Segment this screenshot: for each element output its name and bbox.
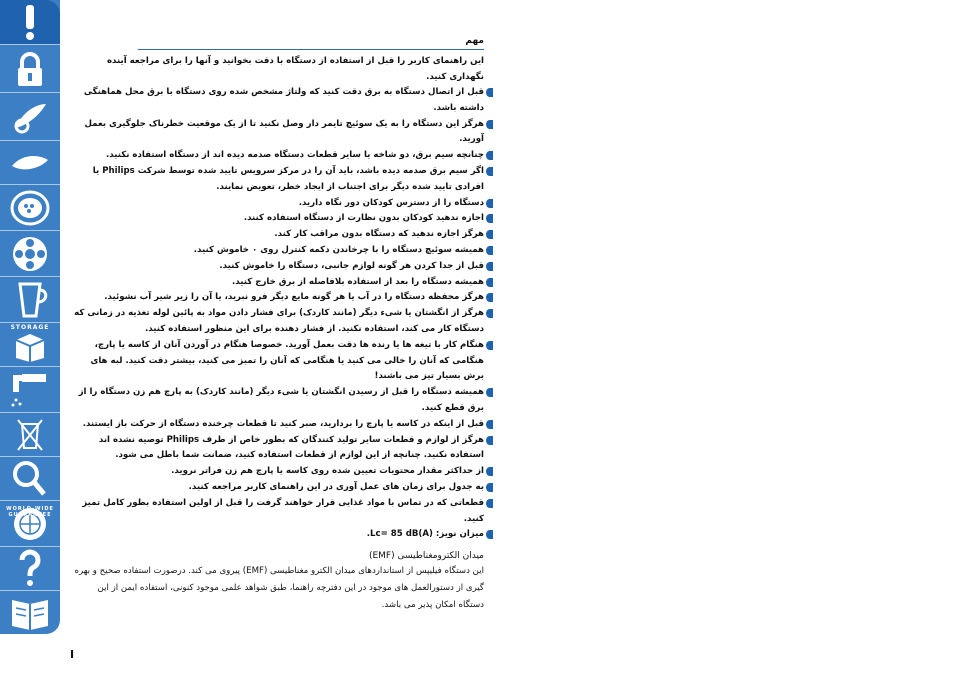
emf-title: میدان الکترومغناطیسی (EMF) <box>368 551 484 562</box>
bullet-item <box>74 227 484 243</box>
tab-recipes[interactable] <box>0 590 60 634</box>
safety-bullet-list <box>74 85 484 543</box>
tab-discs[interactable] <box>0 186 60 231</box>
flower-disc-icon <box>8 234 52 274</box>
bullet-marker-icon <box>486 483 493 492</box>
tap-icon <box>8 370 52 410</box>
bullet-marker-icon <box>486 293 493 302</box>
magnifier-icon <box>8 458 52 498</box>
page-number: I <box>70 648 75 661</box>
bullet-item <box>74 196 484 212</box>
content-area <box>74 36 484 614</box>
jug-icon <box>8 280 52 320</box>
guarantee-label: WORLD-WIDE GUARANTEE <box>6 506 54 518</box>
emf-paragraph: این دستگاه فیلیپس از استانداردهای میدان الکترو مغناطیسی (EMF) پیروی می کند. درصورت استفاده صحیح و بهره گیری از دستورالعمل های موجود در این دفترچه راهنما، طبق شواهد علمی موجود کنونی، استفاده ایمن از این دستگاه امکان پذیر می باشد. <box>74 566 484 611</box>
bullet-marker-icon <box>486 120 493 129</box>
bullet-item <box>74 117 484 149</box>
bullet-text: قبل از جدا کردن هر گونه لوازم جانبی، دستگاه را خاموش کنید. <box>219 260 484 271</box>
bullet-item <box>74 417 484 433</box>
bullet-item <box>74 464 484 480</box>
storage-label: STORAGE <box>10 324 50 331</box>
bullet-item <box>74 85 484 117</box>
tab-cleaning[interactable] <box>0 368 60 413</box>
tab-important[interactable] <box>0 0 60 45</box>
tab-safety[interactable] <box>0 48 60 93</box>
bullet-text: اجازه ندهید کودکان بدون نظارت از دستگاه استفاده کنند. <box>243 213 484 224</box>
bullet-item <box>74 148 484 164</box>
bullet-text: چنانچه سیم برق، دو شاخه یا سایر قطعات دستگاه صدمه دیده اند از دستگاه استفاده نکنید. <box>105 150 484 161</box>
bullet-marker-icon <box>486 436 493 445</box>
tab-blades[interactable] <box>0 96 60 141</box>
bullet-text: قبل از اینکه در کاسه یا پارچ را بردارید، صبر کنید تا قطعات چرخنده دستگاه از حرکت باز ایستند. <box>82 418 484 429</box>
tab-slicer[interactable] <box>0 140 60 185</box>
section-heading: مهم <box>138 36 484 50</box>
bullet-marker-icon <box>486 262 493 271</box>
bullet-item <box>74 306 484 338</box>
bullet-marker-icon <box>486 214 493 223</box>
bullet-marker-icon <box>486 88 493 97</box>
bullet-text: قبل از اتصال دستگاه به برق دقت کنید که ولتاژ مشخص شده روی دستگاه با برق محل هماهنگی داشته باشد. <box>83 87 484 113</box>
bullet-marker-icon <box>486 388 493 397</box>
bullet-item <box>74 275 484 291</box>
bullet-text: هنگام کار با تیغه ها یا رنده ها دقت بعمل آورید. خصوصا هنگام در آوردن آنان از کاسه یا پارچ، هنگامی که آنان را خالی می کنید یا هنگامی که آنان را تمیز می کنید، بیشتر دقت کنید. لبه های برش بسیار تیز می باشند! <box>90 339 484 382</box>
bullet-item <box>74 243 484 259</box>
disc-icon <box>8 188 52 228</box>
bullet-text: هرگز اجازه ندهید که دستگاه بدون مراقب کار کند. <box>274 229 484 240</box>
side-navigation-strip <box>0 0 60 634</box>
bullet-item <box>74 433 484 465</box>
bullet-text: از حداکثر مقدار محتویات تعیین شده روی کاسه یا پارچ هم زن فراتر نروید. <box>171 466 484 477</box>
bullet-marker-icon <box>486 530 493 539</box>
intro-paragraph: این راهنمای کاربر را قبل از استفاده از دستگاه با دقت بخوانید و آنها را برای مراجعه آینده نگهداری کنید. <box>106 56 484 82</box>
bullet-item <box>74 527 484 543</box>
bullet-text: اگر سیم برق صدمه دیده باشد، باید آن را در مرکز سرویس تایید شده توسط شرکت Philips یا افرادی تایید شده دیگر برای اجتناب از ایجاد خطر، تعویض نمایند. <box>92 165 484 192</box>
bullet-marker-icon <box>486 167 493 176</box>
exclamation-icon <box>8 2 52 42</box>
bullet-item <box>74 290 484 306</box>
bullet-text: به جدول برای زمان های عمل آوری در این راهنمای کاربر مراجعه کنید. <box>188 481 484 492</box>
crossed-bin-icon <box>8 414 52 454</box>
tab-troubleshooting[interactable] <box>0 456 60 501</box>
bullet-marker-icon <box>486 309 493 318</box>
bullet-marker-icon <box>486 199 493 208</box>
bullet-text: همیشه دستگاه را بعد از استفاده بلافاصله از برق خارج کنید. <box>232 276 484 287</box>
bullet-text: هرگز این دستگاه را به یک سوئیچ تایمر دار وصل نکنید تا از یک موقعیت خطرناک جلوگیری بعمل آورید. <box>84 118 484 145</box>
tab-questions[interactable] <box>0 546 60 591</box>
bullet-text: هرگز از انگشتان یا شیء دیگر (مانند کاردک) برای فشار دادن مواد به پائین لوله تغذیه در زمانی که دستگاه کار می کند، استفاده نکنید. از فشار دهنده برای این منظور استفاده کنید. <box>74 308 484 334</box>
bullet-marker-icon <box>486 499 493 508</box>
tab-kneading[interactable] <box>0 232 60 277</box>
bullet-text: میزان نویز: Lc= 85 dB(A). <box>366 529 484 540</box>
bullet-item <box>74 338 484 385</box>
bullet-marker-icon <box>486 151 493 160</box>
blade-icon <box>8 98 52 138</box>
bullet-text: دستگاه را از دسترس کودکان دور نگاه دارید. <box>298 197 484 208</box>
bullet-text: هرگز محفظه دستگاه را در آب یا هر گونه مایع دیگر فرو نبرید، یا آن را زیر شیر آب نشوئید. <box>104 292 484 303</box>
padlock-icon <box>8 50 52 90</box>
bullet-marker-icon <box>486 230 493 239</box>
bullet-item <box>74 496 484 528</box>
bullet-marker-icon <box>486 467 493 476</box>
book-icon <box>8 592 52 632</box>
bullet-item <box>74 480 484 496</box>
bullet-item <box>74 385 484 417</box>
bullet-marker-icon <box>486 246 493 255</box>
bullet-item <box>74 164 484 196</box>
tab-blender[interactable] <box>0 278 60 323</box>
bullet-text: هرگز از لوازم و قطعات سایر تولید کنندگان که بطور خاص از طرف Philips توصیه نشده اند استفاده نکنید. چنانچه از این لوازم از قطعات استفاده کنید، ضمانت شما باطل می شود. <box>98 434 484 461</box>
bullet-marker-icon <box>486 420 493 429</box>
slicing-disc-icon <box>8 142 52 182</box>
question-icon <box>8 548 52 588</box>
bullet-marker-icon <box>486 278 493 287</box>
bullet-marker-icon <box>486 341 493 350</box>
bullet-text: قطعاتی که در تماس با مواد غذایی قرار خواهند گرفت را قبل از اولین استفاده بطور کامل تمیز کنید. <box>82 497 484 524</box>
bullet-item <box>74 259 484 275</box>
tab-environment[interactable] <box>0 412 60 457</box>
bullet-text: همیشه سوئیچ دستگاه را با چرخاندن دکمه کنترل روی ۰ خاموش کنید. <box>193 244 484 255</box>
bullet-text: همیشه دستگاه را قبل از رسیدن انگشتان یا شیء دیگر (مانند کاردک) به پارچ هم زن دستگاه را از برق قطع کنید. <box>78 387 484 413</box>
bullet-item <box>74 211 484 227</box>
